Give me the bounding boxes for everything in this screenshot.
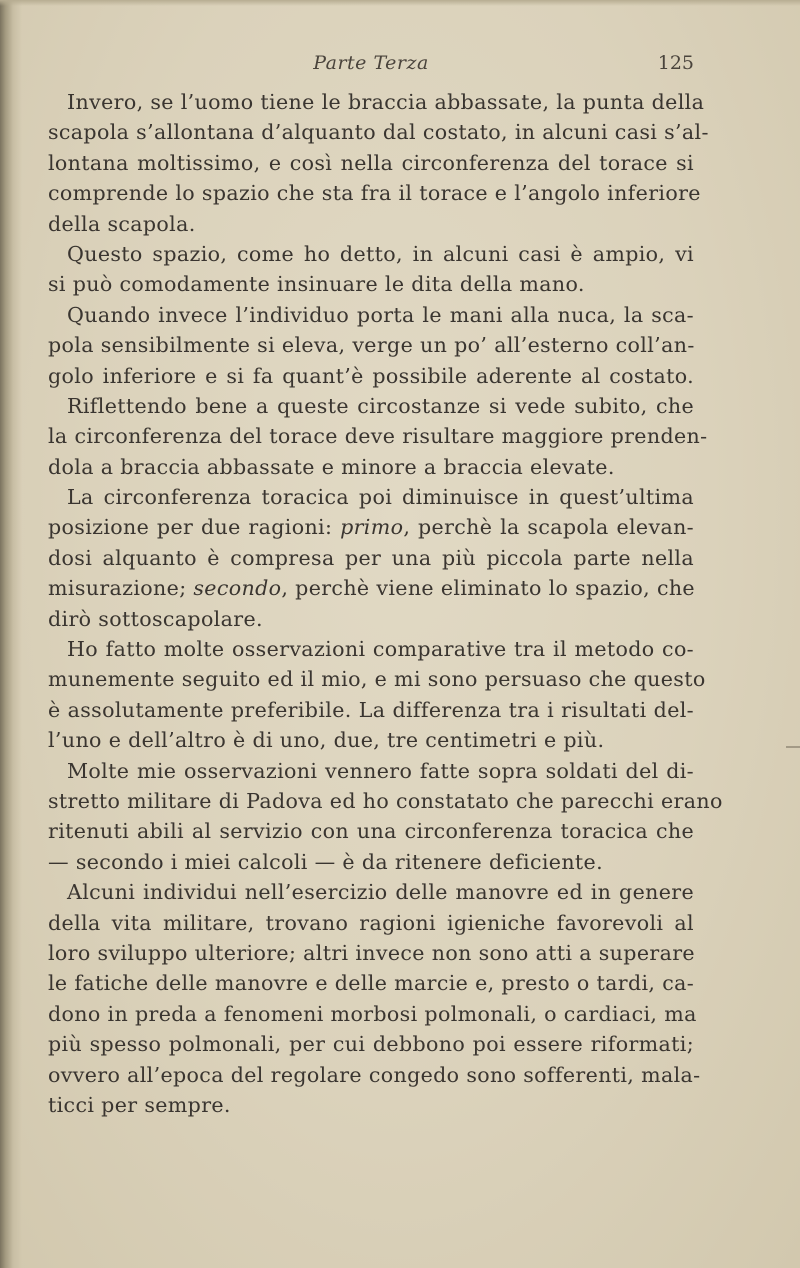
text-line: della scapola. (48, 211, 196, 236)
running-title: Parte Terza (313, 52, 429, 74)
text-line: stretto militare di Padova ed ho constatato che parecchi erano (48, 788, 723, 813)
text-line: più spesso polmonali, per cui debbono poi essere riformati; (48, 1032, 694, 1057)
text-line: — secondo i miei calcoli — è da ritenere deficiente. (48, 849, 603, 874)
text-line: le fatiche delle manovre e delle marcie e, presto o tardi, ca- (48, 971, 695, 996)
text-line: dirò sottoscapolare. (48, 606, 263, 631)
text-segment: posizione per due ragioni: (48, 515, 341, 540)
text-line: la circonferenza del torace deve risultare maggiore prenden- (48, 424, 708, 449)
text-line: La circonferenza toracica poi diminuisce in quest’ultima (67, 485, 694, 510)
text-line: dosi alquanto è compresa per una più piccola parte nella (48, 545, 694, 570)
text-line: Invero, se l’uomo tiene le braccia abbassate, la punta della (67, 90, 705, 114)
text-line: è assolutamente preferibile. La differenza tra i risultati del- (48, 697, 694, 722)
text-line: Alcuni individui nell’esercizio delle manovre ed in genere (67, 880, 694, 905)
text-line: golo inferiore e si fa quant’è possibile aderente al costato. (48, 363, 694, 388)
text-line: Molte mie osservazioni vennero fatte sopra soldati del di- (67, 758, 694, 783)
text-segment: misurazione; (48, 576, 194, 601)
text-line (48, 573, 694, 603)
margin-mark (786, 746, 800, 748)
text-line: scapola s’allontana d’alquanto dal costato, in alcuni casi s’al- (48, 120, 709, 145)
italic-word: secondo (193, 576, 282, 601)
text-line: ritenuti abili al servizio con una circonferenza toracica che (48, 819, 694, 844)
page-number: 125 (657, 52, 694, 74)
top-edge-shadow (0, 0, 800, 6)
text-line: ovvero all’epoca del regolare congedo sono sofferenti, mala- (48, 1062, 701, 1087)
text-line: dola a braccia abbassate e minore a braccia elevate. (48, 454, 615, 479)
text-line: munemente seguito ed il mio, e mi sono persuaso che questo (48, 667, 706, 692)
body-text (48, 87, 723, 1120)
text-line: Quando invece l’individuo porta le mani alla nuca, la sca- (67, 302, 694, 327)
text-segment: , perchè viene eliminato lo spazio, che (281, 576, 695, 601)
text-line: si può comodamente insinuare le dita della mano. (48, 272, 585, 297)
italic-word: primo (340, 515, 404, 540)
text-line (48, 512, 694, 542)
text-line: comprende lo spazio che sta fra il torace e l’angolo inferiore (48, 181, 701, 206)
text-line: Questo spazio, come ho detto, in alcuni casi è ampio, vi (67, 241, 694, 266)
text-line: della vita militare, trovano ragioni igieniche favorevoli al (48, 910, 694, 935)
text-line: loro sviluppo ulteriore; altri invece non sono atti a superare (48, 940, 695, 965)
text-line: dono in preda a fenomeni morbosi polmonali, o cardiaci, ma (48, 1001, 697, 1026)
text-line: pola sensibilmente si eleva, verge un po’ all’esterno coll’an- (48, 333, 695, 358)
running-head (48, 52, 694, 82)
text-line: Riflettendo bene a queste circostanze si vede subito, che (67, 393, 694, 418)
text-line: ticci per sempre. (48, 1092, 231, 1117)
text-line: lontana moltissimo, e così nella circonferenza del torace si (48, 150, 694, 175)
binding-shadow (0, 0, 22, 1268)
text-line: Ho fatto molte osservazioni comparative tra il metodo co- (67, 637, 694, 662)
text-line: l’uno e dell’altro è di uno, due, tre centimetri e più. (48, 728, 605, 753)
text-segment: , perchè la scapola elevan- (403, 515, 694, 540)
